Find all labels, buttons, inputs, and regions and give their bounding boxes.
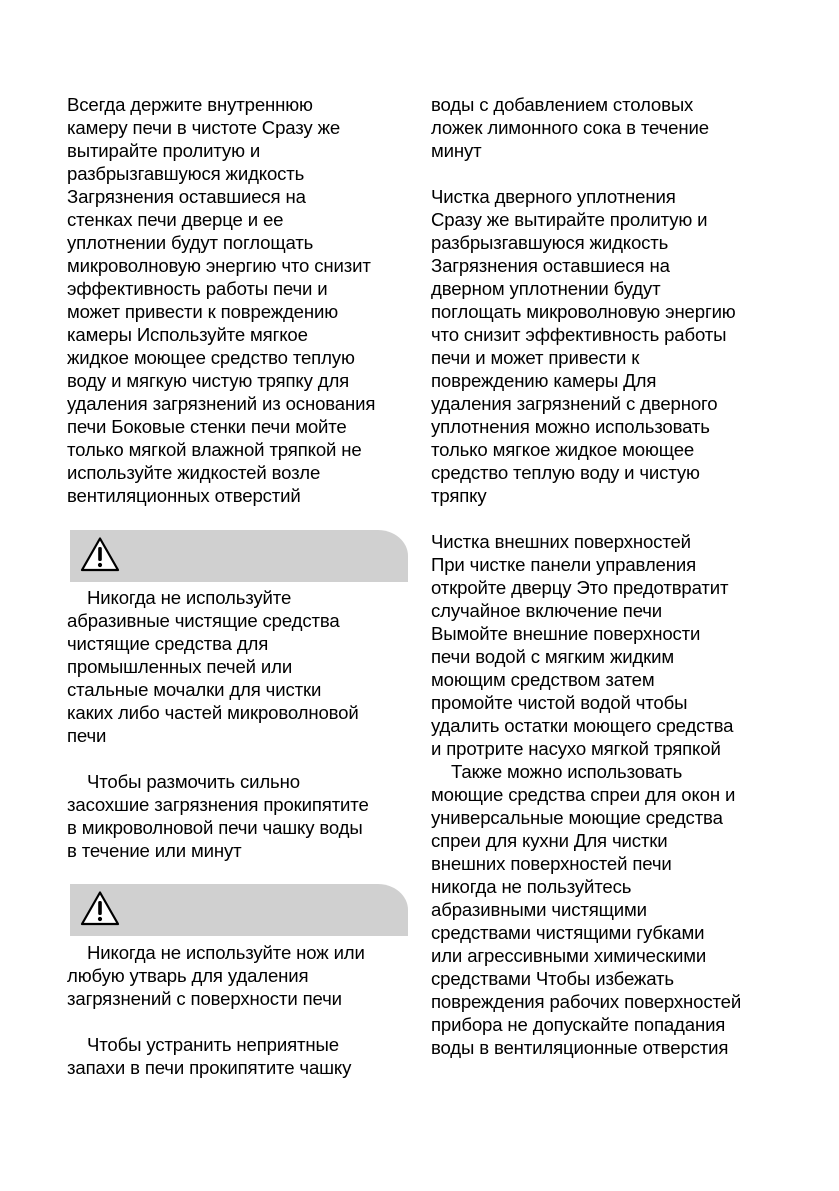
text-line: каких либо частей микроволновой [67,702,359,723]
text-line: что снизит эффективность работы [431,324,727,345]
text-line: минут [431,140,482,161]
text-line: Загрязнения оставшиеся на [431,255,670,276]
text-line: случайное включение печи [431,600,663,621]
text-line: Загрязнения оставшиеся на [67,186,306,207]
text-line: или агрессивными химическими [431,945,707,966]
text-line: удалить остатки моющего средства [431,715,734,736]
warning-banner [70,884,408,936]
text-line: тряпку [431,485,487,506]
text-line: запахи в печи прокипятите чашку [67,1057,352,1078]
text-line: никогда не пользуйтесь [431,876,632,897]
text-line: воды с добавлением столовых [431,94,694,115]
text-line: прибора не допускайте попадания [431,1014,726,1035]
text-line: камеры Используйте мягкое [67,324,308,345]
text-line: стенках печи дверце и ее [67,209,284,230]
text-line: Никогда не используйте нож или [87,942,365,963]
text-line: эффективность работы печи и [67,278,328,299]
text-line: откройте дверцу Это предотвратит [431,577,729,598]
text-line: в течение или минут [67,840,242,861]
text-line: печи и может привести к [431,347,640,368]
text-line: промойте чистой водой чтобы [431,692,688,713]
text-line: только мягкой влажной тряпкой не [67,439,362,460]
text-line: средствами чистящими губками [431,922,705,943]
text-line: уплотнении будут поглощать [67,232,314,253]
warning-triangle-icon [80,890,120,926]
text-line: любую утварь для удаления [67,965,309,986]
section-heading: Чистка дверного уплотнения [431,186,676,207]
text-line: абразивными чистящими [431,899,647,920]
text-line: только мягкое жидкое моющее [431,439,695,460]
text-line: печи водой с мягким жидким [431,646,675,667]
text-line: разбрызгавшуюся жидкость [67,163,305,184]
text-line: используйте жидкостей возле [67,462,321,483]
text-line: средствами Чтобы избежать [431,968,674,989]
text-line: уплотнения можно использовать [431,416,710,437]
text-line: вытирайте пролитую и [67,140,261,161]
text-line: Чтобы размочить сильно [87,771,300,792]
text-line: воду и мягкую чистую тряпку для [67,370,350,391]
text-line: может привести к повреждению [67,301,339,322]
text-line: чистящие средства для [67,633,269,654]
text-line: спреи для кухни Для чистки [431,830,668,851]
text-line: внешних поверхностей печи [431,853,672,874]
text-line: удаления загрязнений из основания [67,393,376,414]
text-line: жидкое моющее средство теплую [67,347,355,368]
text-line: универсальные моющие средства [431,807,723,828]
text-line: Никогда не используйте [87,587,292,608]
text-line: разбрызгавшуюся жидкость [431,232,669,253]
text-line: засохшие загрязнения прокипятите [67,794,369,815]
text-line: промышленных печей или [67,656,293,677]
text-line: Вымойте внешние поверхности [431,623,701,644]
text-line: загрязнений с поверхности печи [67,988,342,1009]
text-line: поглощать микроволновую энергию [431,301,736,322]
text-line: дверном уплотнении будут [431,278,661,299]
text-line: Всегда держите внутреннюю [67,94,313,115]
warning-banner [70,530,408,582]
section-heading: Чистка внешних поверхностей [431,531,691,552]
text-line: удаления загрязнений с дверного [431,393,718,414]
text-line: моющие средства спреи для окон и [431,784,736,805]
text-line: печи Боковые стенки печи мойте [67,416,347,437]
text-line: абразивные чистящие средства [67,610,340,631]
text-line: и протрите насухо мягкой тряпкой [431,738,721,759]
text-line: моющим средством затем [431,669,655,690]
text-line: ложек лимонного сока в течение [431,117,709,138]
text-line: повреждения рабочих поверхностей [431,991,742,1012]
text-line: средство теплую воду и чистую [431,462,700,483]
text-line: камеру печи в чистоте Сразу же [67,117,341,138]
text-line: повреждению камеры Для [431,370,657,391]
text-line: в микроволновой печи чашку воды [67,817,363,838]
text-line: Сразу же вытирайте пролитую и [431,209,708,230]
text-line: Также можно использовать [451,761,683,782]
text-line: вентиляционных отверстий [67,485,301,506]
text-line: микроволновую энергию что снизит [67,255,371,276]
text-line: печи [67,725,107,746]
text-line: воды в вентиляционные отверстия [431,1037,729,1058]
text-line: стальные мочалки для чистки [67,679,322,700]
text-line: При чистке панели управления [431,554,697,575]
text-line: Чтобы устранить неприятные [87,1034,339,1055]
warning-triangle-icon [80,536,120,572]
